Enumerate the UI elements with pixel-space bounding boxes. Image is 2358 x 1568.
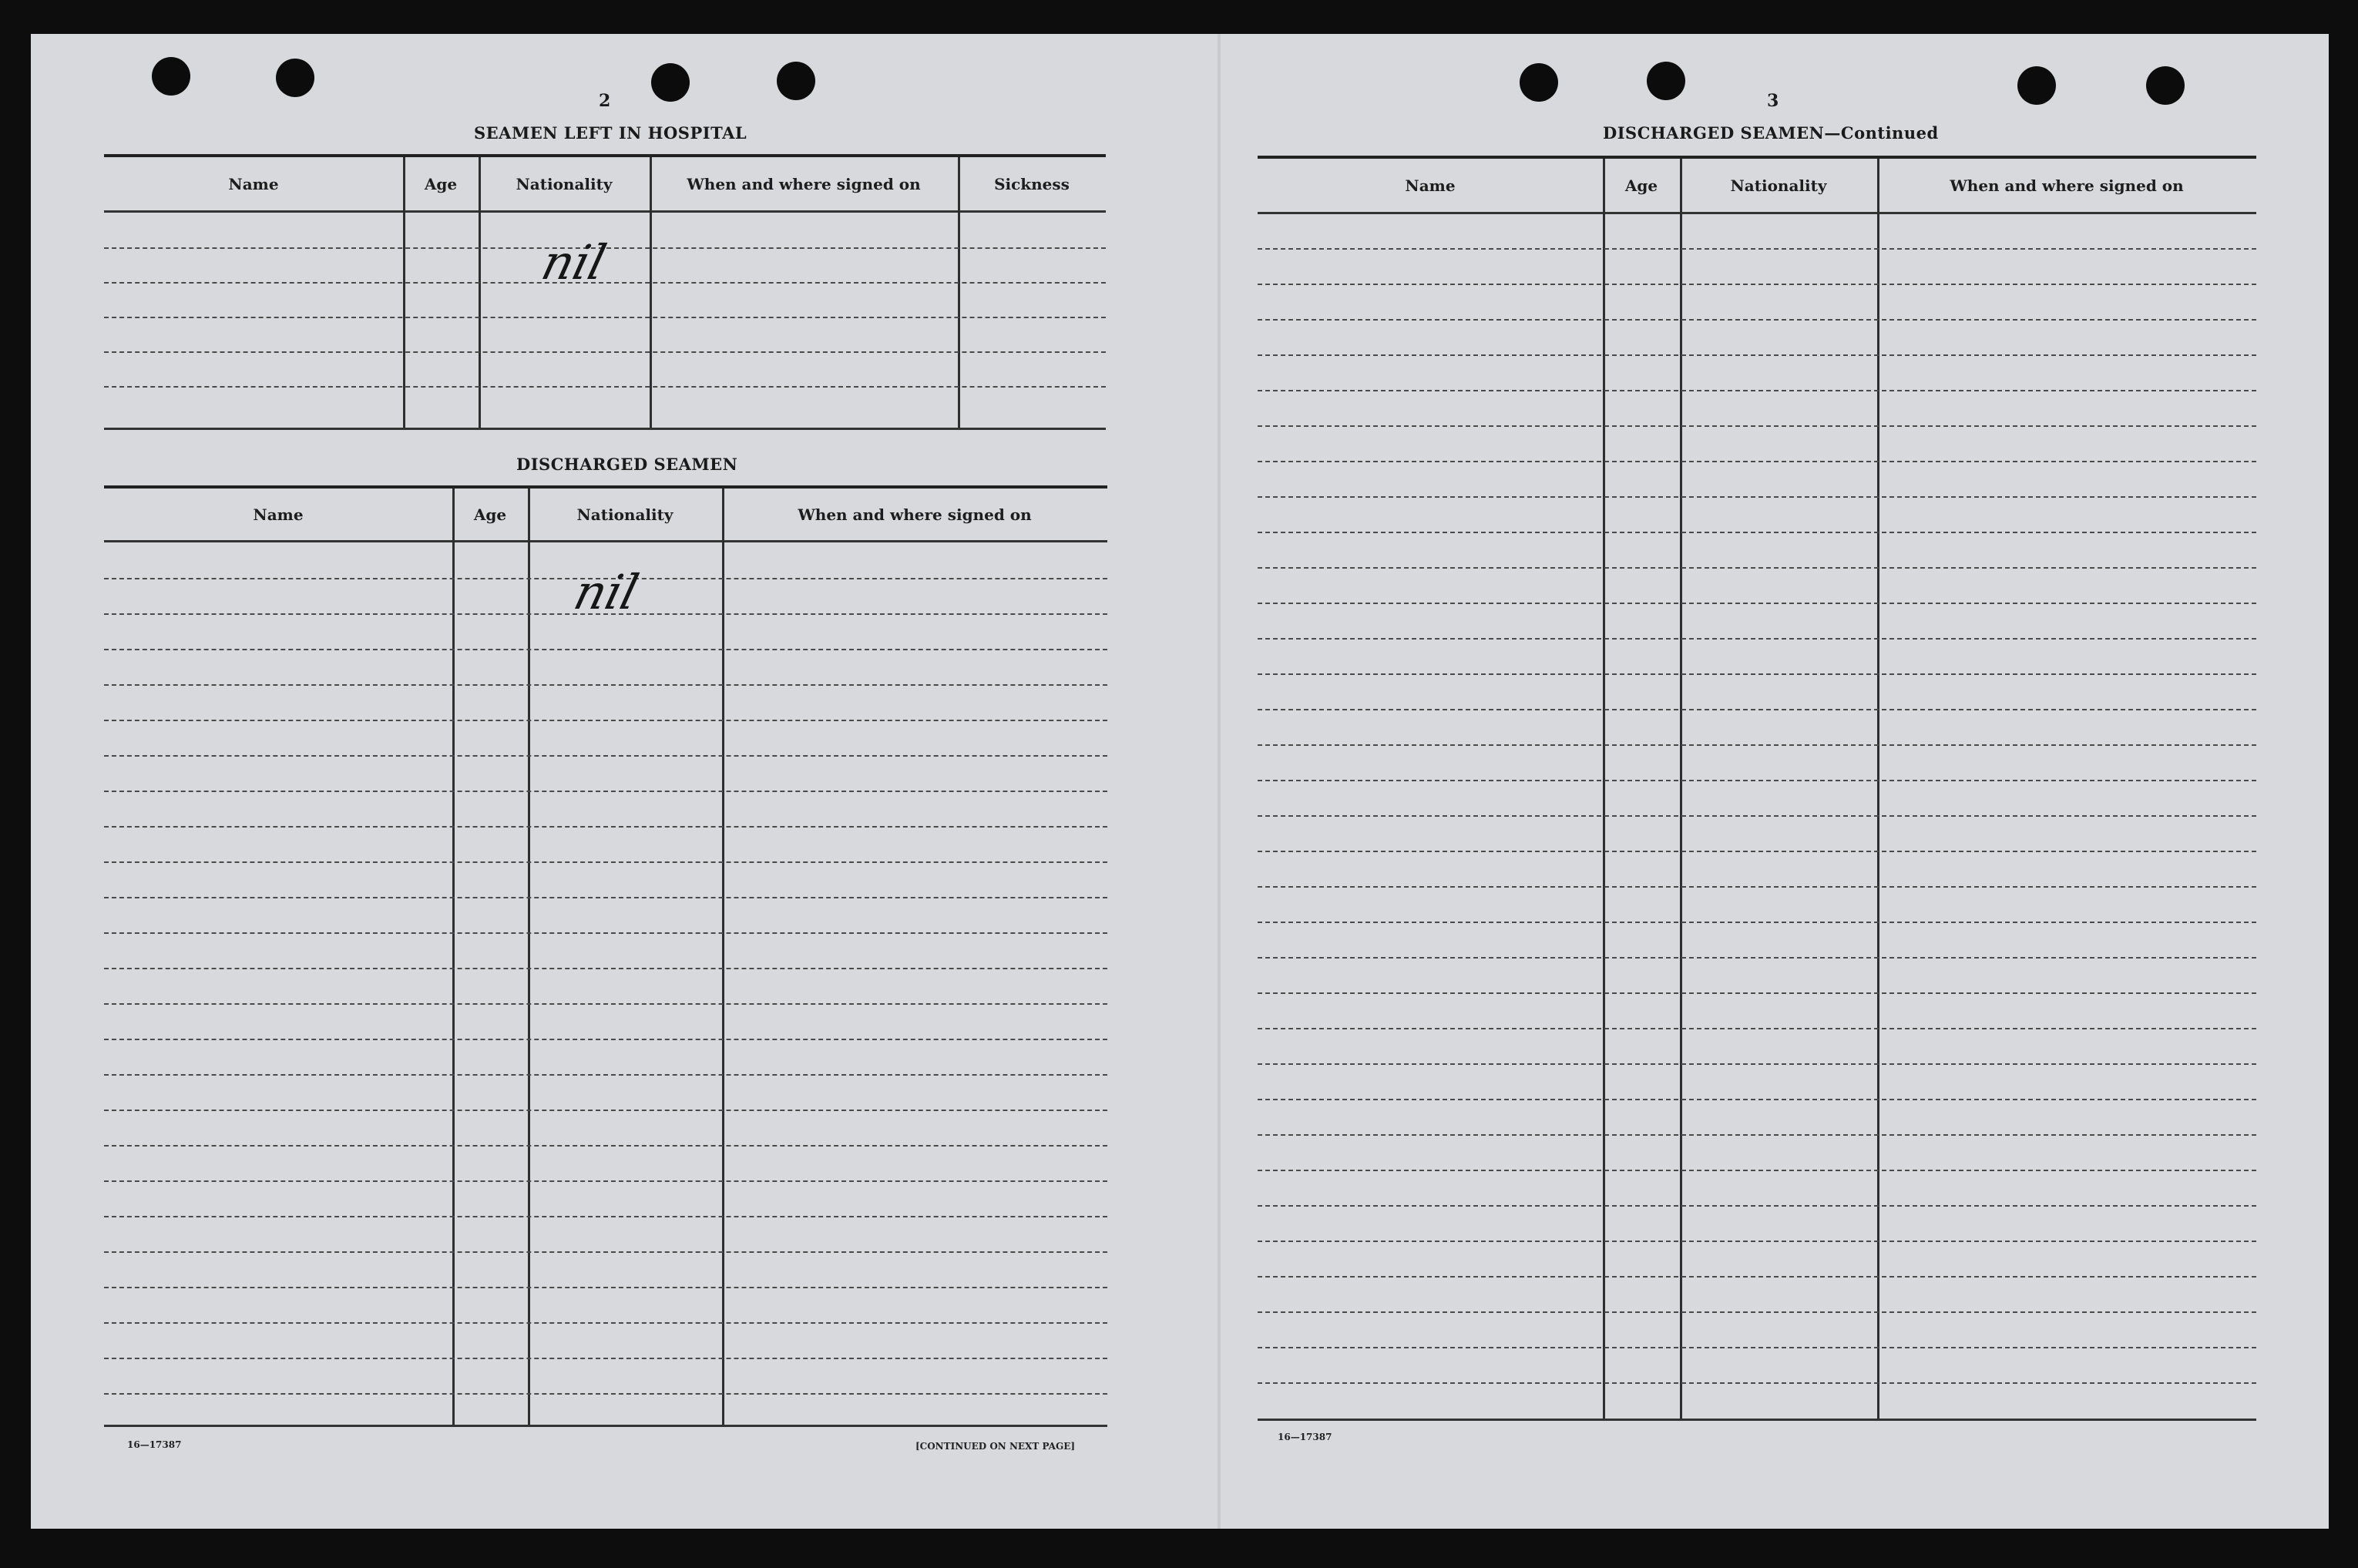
row-rule bbox=[1258, 1063, 2256, 1065]
column-header-nationality: Nationality bbox=[1730, 176, 1827, 195]
row-rule bbox=[1258, 248, 2256, 250]
column-header-nationality: Nationality bbox=[516, 174, 613, 193]
page-number: 3 bbox=[1767, 91, 1779, 111]
row-rule bbox=[1258, 638, 2256, 640]
row-rule bbox=[104, 282, 1106, 284]
row-rule bbox=[104, 826, 1107, 828]
column-header-age: Age bbox=[473, 505, 507, 524]
punch-hole bbox=[1647, 62, 1685, 100]
punch-hole bbox=[777, 62, 815, 100]
column-header-age: Age bbox=[424, 174, 458, 193]
row-rule bbox=[104, 1180, 1107, 1182]
row-rule bbox=[104, 1039, 1107, 1040]
table-header bbox=[104, 489, 1107, 542]
row-rule bbox=[1258, 390, 2256, 391]
row-rule bbox=[1258, 780, 2256, 781]
column-divider bbox=[1680, 159, 1682, 1419]
punch-hole bbox=[2017, 66, 2056, 105]
punch-hole bbox=[276, 59, 314, 97]
punch-hole bbox=[152, 57, 190, 96]
row-rule bbox=[1258, 744, 2256, 746]
row-rule bbox=[1258, 1205, 2256, 1207]
row-rule bbox=[1258, 957, 2256, 959]
row-rule bbox=[104, 1358, 1107, 1359]
row-rule bbox=[104, 386, 1106, 388]
row-rule bbox=[1258, 603, 2256, 604]
row-rule bbox=[1258, 1241, 2256, 1242]
row-rule bbox=[104, 317, 1106, 318]
form-number: 16—17387 bbox=[1278, 1432, 1332, 1442]
row-rule bbox=[1258, 567, 2256, 569]
row-rule bbox=[1258, 709, 2256, 710]
row-rule bbox=[104, 1145, 1107, 1147]
row-rule bbox=[104, 861, 1107, 863]
row-rule bbox=[1258, 532, 2256, 533]
row-rule bbox=[104, 897, 1107, 898]
section-title-discharged: DISCHARGED SEAMEN bbox=[516, 455, 738, 474]
page-fold bbox=[1218, 34, 1221, 1529]
title-main: DISCHARGED SEAMEN bbox=[1603, 123, 1825, 143]
row-rule bbox=[1258, 992, 2256, 994]
column-divider bbox=[528, 489, 530, 1425]
punch-hole bbox=[2146, 66, 2185, 105]
column-header-sickness: Sickness bbox=[994, 174, 1070, 193]
row-rule bbox=[104, 649, 1107, 650]
page-number: 2 bbox=[599, 91, 611, 111]
row-rule bbox=[1258, 851, 2256, 852]
row-rule bbox=[1258, 1099, 2256, 1100]
column-divider bbox=[452, 489, 455, 1425]
row-rule bbox=[104, 791, 1107, 792]
row-rule bbox=[1258, 815, 2256, 817]
handwritten-entry: nil bbox=[536, 234, 612, 290]
table-header bbox=[104, 157, 1106, 213]
row-rule bbox=[1258, 284, 2256, 285]
row-rule bbox=[104, 755, 1107, 757]
row-rule bbox=[1258, 1028, 2256, 1029]
row-rule bbox=[1258, 886, 2256, 888]
row-rule bbox=[1258, 1311, 2256, 1313]
column-header-age: Age bbox=[1624, 176, 1658, 195]
table-header bbox=[1258, 159, 2256, 214]
punch-hole bbox=[651, 63, 690, 102]
column-header-signed-on: When and where signed on bbox=[1950, 176, 2184, 195]
discharged-table bbox=[104, 485, 1107, 1427]
row-rule bbox=[104, 684, 1107, 686]
row-rule bbox=[1258, 1382, 2256, 1384]
column-header-signed-on: When and where signed on bbox=[687, 174, 921, 193]
row-rule bbox=[1258, 1170, 2256, 1171]
column-divider bbox=[1877, 159, 1879, 1419]
row-rule bbox=[104, 351, 1106, 353]
row-rule bbox=[1258, 319, 2256, 321]
continued-note: [CONTINUED ON NEXT PAGE] bbox=[915, 1441, 1076, 1452]
row-rule bbox=[1258, 1276, 2256, 1278]
row-rule bbox=[104, 1393, 1107, 1395]
handwritten-entry: nil bbox=[568, 564, 644, 620]
row-rule bbox=[1258, 673, 2256, 675]
row-rule bbox=[104, 1074, 1107, 1076]
row-rule bbox=[104, 932, 1107, 934]
hospital-table bbox=[104, 154, 1106, 430]
row-rule bbox=[1258, 425, 2256, 427]
row-rule bbox=[104, 1216, 1107, 1217]
row-rule bbox=[1258, 461, 2256, 462]
punch-hole bbox=[1520, 63, 1558, 102]
row-rule bbox=[1258, 1347, 2256, 1348]
column-divider bbox=[722, 489, 724, 1425]
row-rule bbox=[104, 1287, 1107, 1288]
section-title-discharged-continued bbox=[1603, 123, 1939, 143]
column-header-name: Name bbox=[253, 505, 304, 524]
row-rule bbox=[104, 1110, 1107, 1111]
column-header-name: Name bbox=[1405, 176, 1456, 195]
row-rule bbox=[1258, 1134, 2256, 1136]
column-header-name: Name bbox=[228, 174, 279, 193]
column-header-signed-on: When and where signed on bbox=[798, 505, 1032, 524]
column-divider bbox=[1603, 159, 1605, 1419]
row-rule bbox=[1258, 496, 2256, 498]
row-rule bbox=[104, 720, 1107, 721]
row-rule bbox=[1258, 354, 2256, 356]
row-rule bbox=[104, 1251, 1107, 1253]
form-number: 16—17387 bbox=[127, 1439, 182, 1450]
row-rule bbox=[1258, 922, 2256, 923]
row-rule bbox=[104, 1322, 1107, 1324]
title-suffix: —Continued bbox=[1824, 123, 1939, 143]
column-header-nationality: Nationality bbox=[576, 505, 673, 524]
discharged-continued-table bbox=[1258, 156, 2256, 1421]
row-rule bbox=[104, 1003, 1107, 1005]
row-rule bbox=[104, 968, 1107, 969]
section-title-hospital: SEAMEN LEFT IN HOSPITAL bbox=[474, 123, 747, 143]
